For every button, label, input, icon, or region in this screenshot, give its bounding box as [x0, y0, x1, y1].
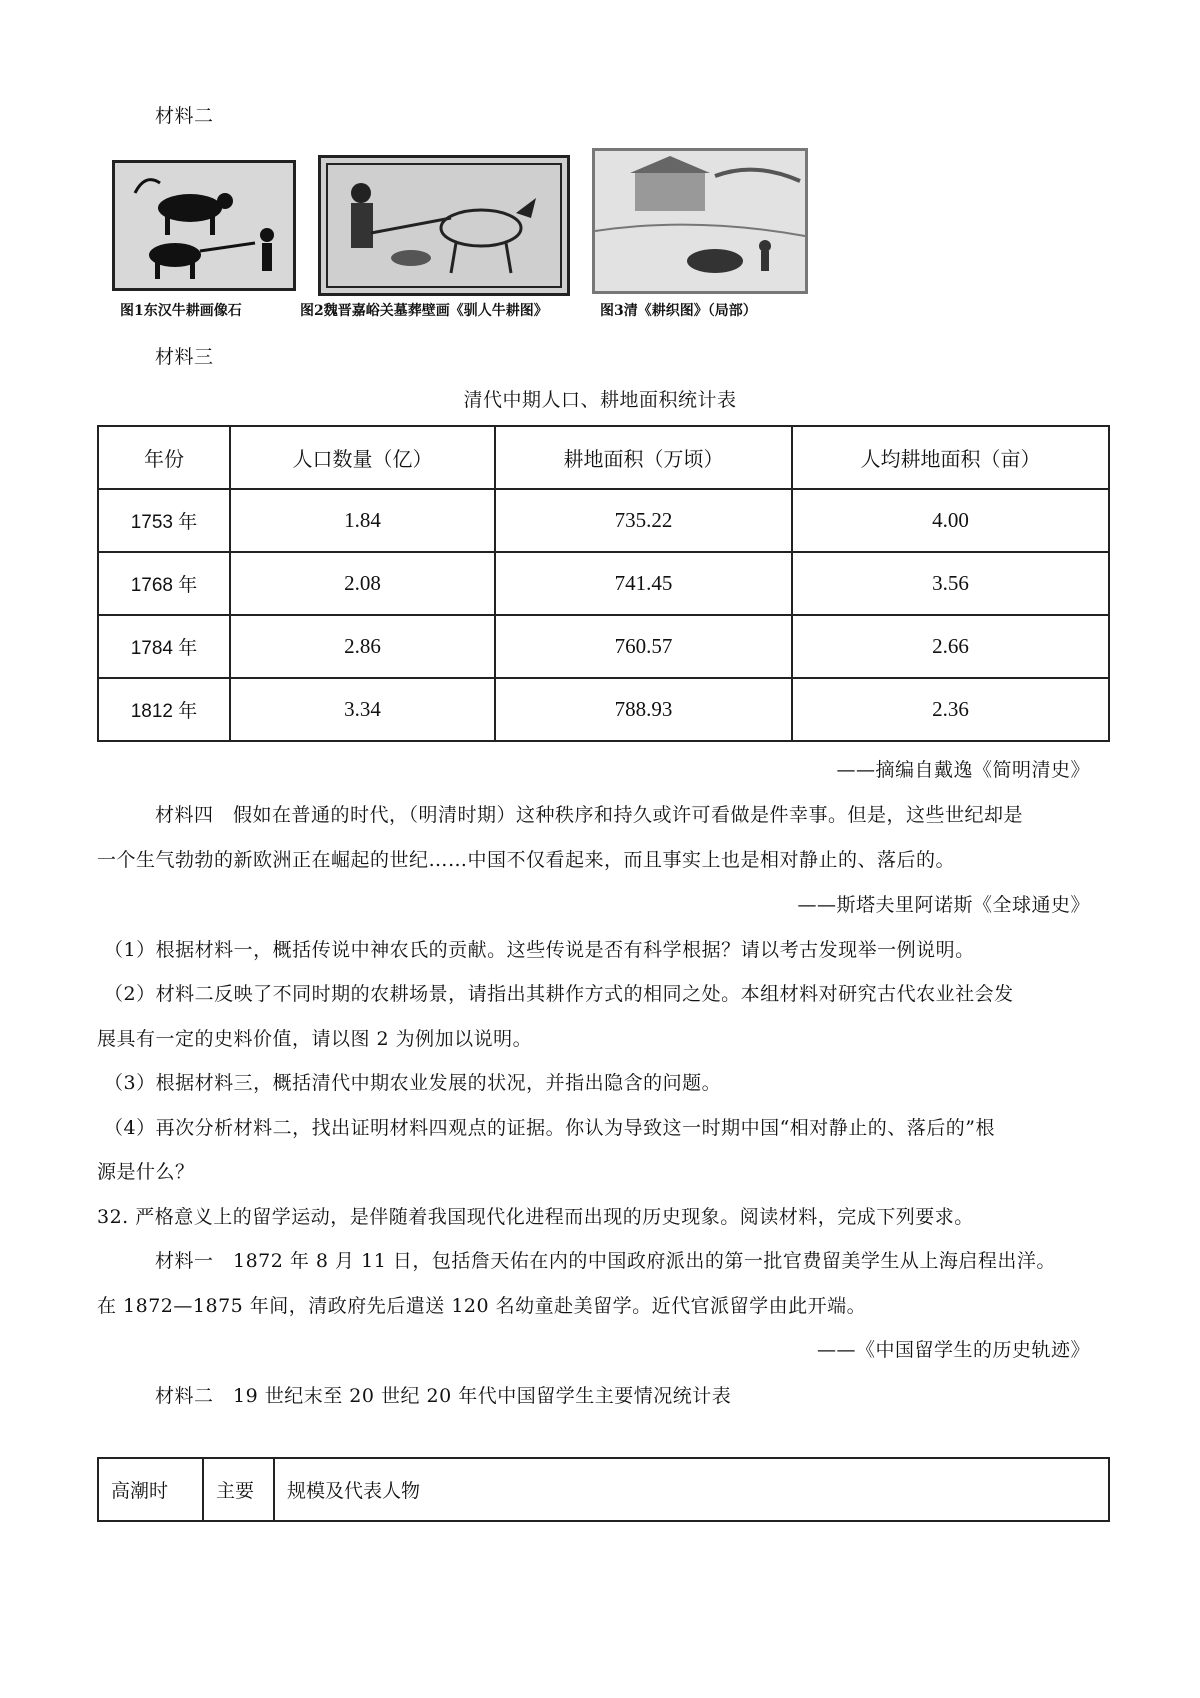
- q32-material1-source: ——《中国留学生的历史轨迹》: [816, 1339, 1090, 1361]
- material3-label: 材料三: [155, 346, 214, 368]
- material4-source: ——斯塔夫里阿诺斯《全球通史》: [797, 894, 1090, 916]
- table-header-row: [98, 426, 1109, 489]
- material2-label: 材料二: [155, 105, 214, 127]
- header-peak-period: 高潮时: [98, 1458, 203, 1521]
- cell-year: 1812 年: [98, 678, 230, 741]
- cell-population: 2.86: [230, 615, 495, 678]
- header-year: 年份: [98, 426, 230, 489]
- cell-year: 1784 年: [98, 615, 230, 678]
- cell-farmland: 760.57: [495, 615, 792, 678]
- question-32-stem: 32. 严格意义上的留学运动，是伴随着我国现代化进程而出现的历史现象。阅读材料，完成下列要求。: [97, 1206, 974, 1228]
- question-2-line2: 展具有一定的史料价值，请以图 2 为例加以说明。: [97, 1028, 533, 1050]
- q32-material1-line2: 在 1872—1875 年间，清政府先后遣送 120 名幼童赴美留学。近代官派留学由此开端。: [97, 1295, 867, 1317]
- header-population: 人口数量（亿）: [230, 426, 495, 489]
- table-row: [98, 489, 1109, 552]
- question-1: （1）根据材料一，概括传说中神农氏的贡献。这些传说是否有科学根据？请以考古发现举一例说明。: [104, 939, 975, 961]
- header-per-capita: 人均耕地面积（亩）: [792, 426, 1109, 489]
- figure-2-image: [318, 155, 570, 296]
- table-row: [98, 678, 1109, 741]
- header-farmland: 耕地面积（万顷）: [495, 426, 792, 489]
- table-row: [98, 615, 1109, 678]
- table-source: ——摘编自戴逸《简明清史》: [836, 759, 1090, 781]
- question-4-line1: （4）再次分析材料二，找出证明材料四观点的证据。你认为导致这一时期中国“相对静止的、落后的”根: [104, 1117, 996, 1139]
- cell-per-capita: 3.56: [792, 552, 1109, 615]
- table-header-row: [98, 1458, 1109, 1521]
- figure-1-image: [112, 160, 296, 291]
- farming-scroll-painting-icon: [595, 151, 805, 291]
- table-row: [98, 552, 1109, 615]
- header-main: 主要: [203, 1458, 274, 1521]
- ox-plowing-mural-icon: [321, 158, 567, 293]
- study-abroad-table: [97, 1457, 1110, 1522]
- cell-year: 1768 年: [98, 552, 230, 615]
- table-title: 清代中期人口、耕地面积统计表: [463, 389, 737, 411]
- population-table: [97, 425, 1110, 742]
- cell-farmland: 788.93: [495, 678, 792, 741]
- question-3: （3）根据材料三，概括清代中期农业发展的状况，并指出隐含的问题。: [104, 1072, 722, 1094]
- material4-line1: 材料四 假如在普通的时代，（明清时期）这种秩序和持久或许可看做是件幸事。但是，这些世纪却是: [155, 804, 1024, 826]
- cell-per-capita: 2.66: [792, 615, 1109, 678]
- cell-per-capita: 4.00: [792, 489, 1109, 552]
- q32-material1-line1: 材料一 1872 年 8 月 11 日，包括詹天佑在内的中国政府派出的第一批官费留美学生从上海启程出洋。: [155, 1250, 1056, 1272]
- header-scale-figures: 规模及代表人物: [274, 1458, 1109, 1521]
- ox-plowing-relief-icon: [115, 163, 293, 288]
- material4-line2: 一个生气勃勃的新欧洲正在崛起的世纪……中国不仅看起来，而且事实上也是相对静止的、落后的。: [97, 849, 956, 871]
- cell-population: 2.08: [230, 552, 495, 615]
- cell-year: 1753 年: [98, 489, 230, 552]
- figure-3-caption: 图3清《耕织图》（局部）: [600, 303, 757, 319]
- cell-population: 3.34: [230, 678, 495, 741]
- cell-per-capita: 2.36: [792, 678, 1109, 741]
- cell-farmland: 735.22: [495, 489, 792, 552]
- q32-material2-title: 材料二 19 世纪末至 20 世纪 20 年代中国留学生主要情况统计表: [155, 1385, 732, 1407]
- cell-population: 1.84: [230, 489, 495, 552]
- cell-farmland: 741.45: [495, 552, 792, 615]
- question-2-line1: （2）材料二反映了不同时期的农耕场景，请指出其耕作方式的相同之处。本组材料对研究古代农业社会发: [104, 983, 1014, 1005]
- figure-2-caption: 图2魏晋嘉峪关墓葬壁画《驯人牛耕图》: [300, 303, 548, 319]
- figure-3-image: [592, 148, 808, 294]
- figure-1-caption: 图1东汉牛耕画像石: [120, 303, 242, 319]
- question-4-line2: 源是什么？: [97, 1161, 195, 1183]
